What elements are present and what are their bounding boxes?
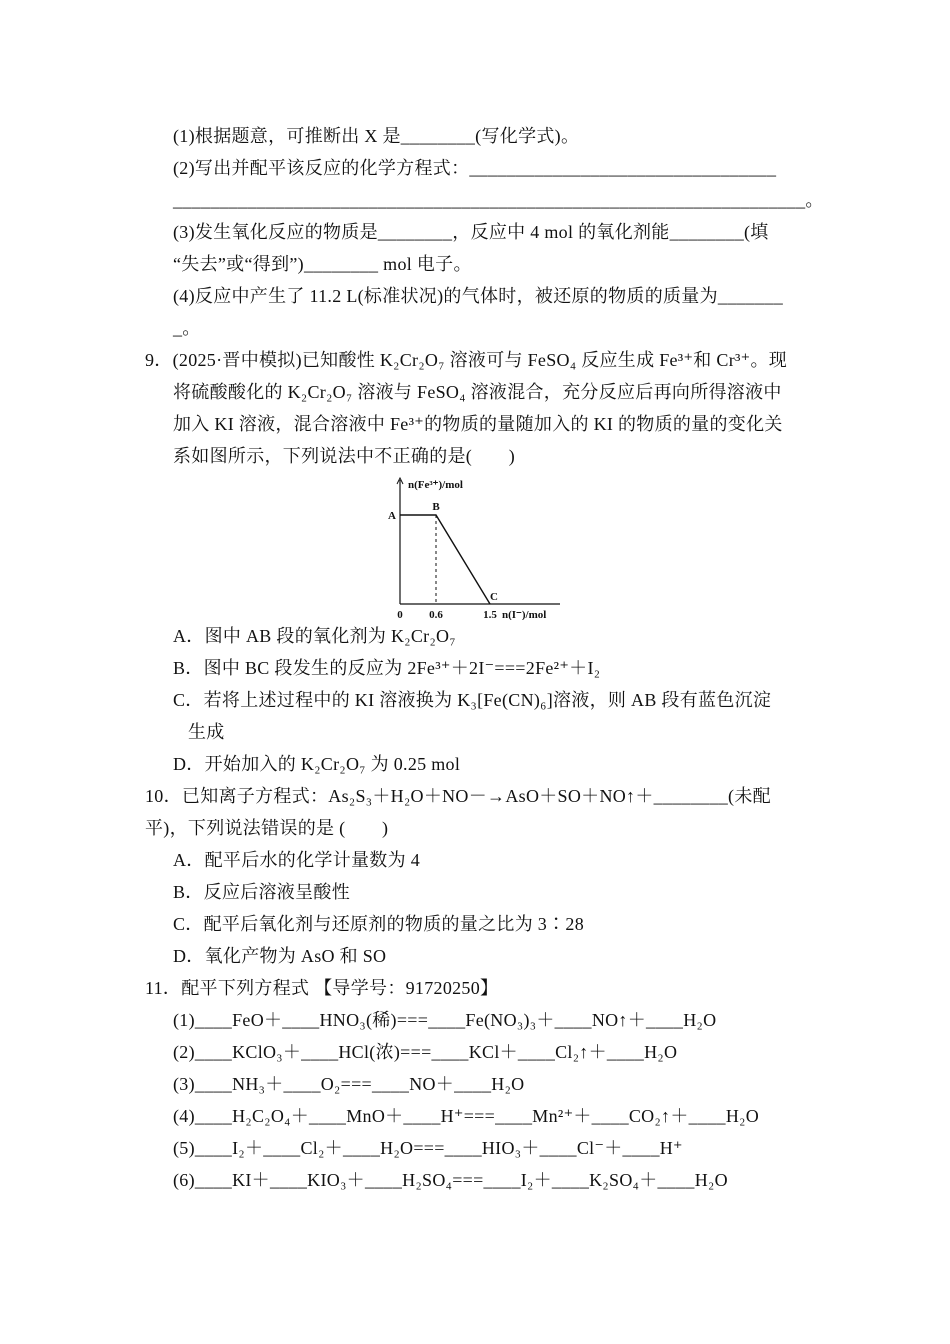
- q9-stem-line4: 系如图所示，下列说法中不正确的是( ): [173, 446, 515, 466]
- x-tick-0-6: 0.6: [429, 609, 443, 620]
- q10-option-a: A．配平后水的化学计量数为 4: [173, 850, 420, 870]
- q8-part4-line1: (4)反应中产生了 11.2 L(标准状况)的气体时，被还原的物质的质量为_______: [173, 286, 784, 306]
- q8-part4-line2: _。: [173, 318, 201, 338]
- x-axis-label: n(I⁻)/mol: [502, 609, 547, 620]
- q11-title: 11．配平下列方程式 【导学号：91720250】: [145, 978, 499, 998]
- point-label-b: B: [432, 501, 440, 513]
- y-axis-label: n(Fe³⁺)/mol: [408, 479, 463, 491]
- q11-equation-2: (2)____KClO₃＋____HCl(浓)===____KCl＋____Cl₂↑＋____H₂O: [173, 1042, 678, 1062]
- q9-stem-line1: 9．(2025·晋中模拟)已知酸性 K₂Cr₂O₇ 溶液可与 FeSO₄ 反应生成 Fe³⁺和 Cr³⁺。现: [145, 350, 788, 370]
- q9-option-b: B．图中 BC 段发生的反应为 2Fe³⁺＋2I⁻===2Fe²⁺＋I₂: [173, 658, 601, 678]
- q10-stem-line1: 10．已知离子方程式：As₂S₃＋H₂O＋NO－→AsO＋SO＋NO↑＋________(未配: [145, 786, 771, 806]
- q10-option-c: C．配平后氧化剂与还原剂的物质的量之比为 3∶28: [173, 914, 585, 934]
- x-tick-1-5: 1.5: [483, 609, 497, 620]
- q11-equation-6: (6)____KI＋____KIO₃＋____H₂SO₄===____I₂＋____K₂SO₄＋____H₂O: [173, 1170, 728, 1190]
- q8-part3-line1: (3)发生氧化反应的物质是________，反应中 4 mol 的氧化剂能________(填: [173, 222, 769, 242]
- q8-part3-line2: “失去”或“得到”)________ mol 电子。: [173, 254, 472, 274]
- point-label-a: A: [388, 510, 396, 522]
- q11-equation-4: (4)____H₂C₂O₄＋____MnO＋____H⁺===____Mn²⁺＋____CO₂↑＋____H₂O: [173, 1106, 760, 1126]
- point-label-c: C: [490, 591, 498, 603]
- x-tick-0: 0: [397, 609, 403, 620]
- q11-equation-1: (1)____FeO＋____HNO₃(稀)===____Fe(NO₃)₃＋____NO↑＋____H₂O: [173, 1010, 717, 1030]
- q11-equation-5: (5)____I₂＋____Cl₂＋____H₂O===____HIO₃＋____Cl⁻＋____H⁺: [173, 1138, 683, 1158]
- series-line: [400, 515, 490, 604]
- q8-part1: (1)根据题意，可推断出 X 是________(写化学式)。: [173, 126, 580, 146]
- q8-part2: (2)写出并配平该反应的化学方程式：_________________________________: [173, 158, 777, 178]
- q9-option-d: D．开始加入的 K₂Cr₂O₇ 为 0.25 mol: [173, 754, 461, 774]
- q9-stem-line3: 加入 KI 溶液，混合溶液中 Fe³⁺的物质的量随加入的 KI 的物质的量的变化关: [173, 414, 783, 434]
- q10-option-b: B．反应后溶液呈酸性: [173, 882, 351, 902]
- q9-stem-line2: 将硫酸酸化的 K₂Cr₂O₇ 溶液与 FeSO₄ 溶液混合，充分反应后再向所得溶液中: [173, 382, 782, 402]
- q11-equation-3: (3)____NH₃＋____O₂===____NO＋____H₂O: [173, 1074, 525, 1094]
- q9-option-a: A．图中 AB 段的氧化剂为 K₂Cr₂O₇: [173, 626, 456, 646]
- q10-stem-line2: 平)，下列说法错误的是 ( ): [145, 818, 389, 838]
- q9-option-c-line1: C．若将上述过程中的 KI 溶液换为 K₃[Fe(CN)₆]溶液，则 AB 段有蓝色沉淀: [173, 690, 772, 710]
- q8-part2-answer-line: ____________________________________________________________________。: [173, 190, 824, 210]
- q9-option-c-line2: 生成: [188, 722, 225, 742]
- fe3-vs-iodide-chart: [380, 470, 580, 620]
- q10-option-d: D．氧化产物为 AsO 和 SO: [173, 946, 387, 966]
